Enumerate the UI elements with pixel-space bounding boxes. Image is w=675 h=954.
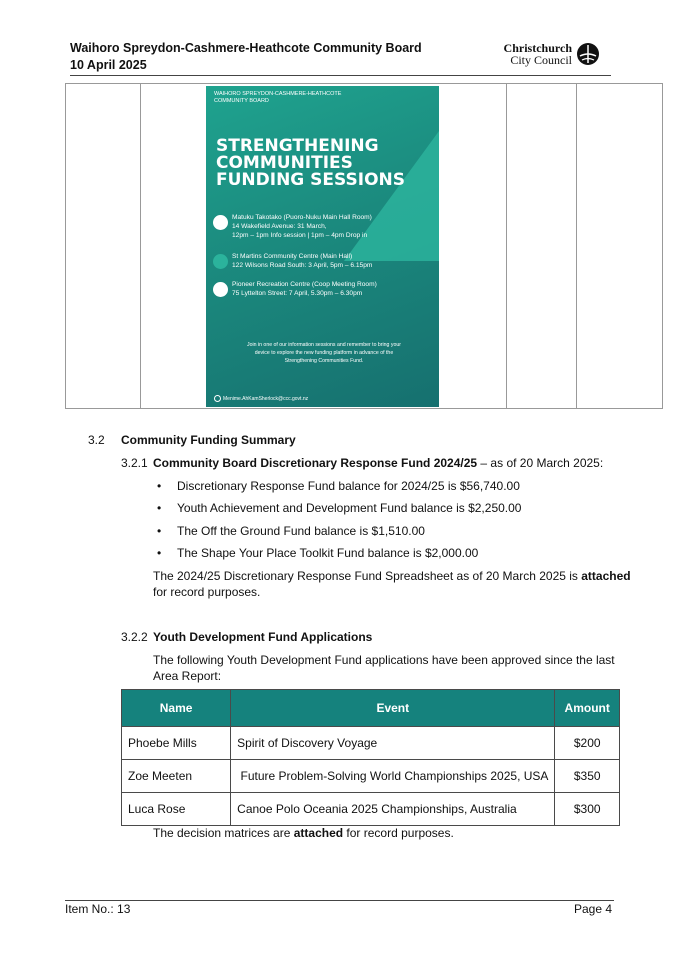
council-emblem-icon xyxy=(576,42,600,66)
column-header-event: Event xyxy=(231,690,555,727)
session-bullet-icon xyxy=(213,254,228,269)
table-row xyxy=(122,727,620,760)
poster-email: Menime.AhKamSherlock@ccc.govt.nz xyxy=(214,395,308,403)
subsection-number: 3.2.1 xyxy=(121,456,148,470)
section-number: 3.2 xyxy=(88,433,105,447)
table-row xyxy=(122,793,620,826)
page-number: Page 4 xyxy=(574,902,613,916)
list-item: Youth Achievement and Development Fund balance is $2,250.00 xyxy=(177,501,522,515)
meeting-date: 10 April 2025 xyxy=(70,58,147,72)
poster-session-3: Pioneer Recreation Centre (Coop Meeting Room) 75 Lyttelton Street: 7 April, 5.30pm – 6.30pm xyxy=(232,281,377,297)
list-item: The Off the Ground Fund balance is $1,510.00 xyxy=(177,524,425,538)
cell-event: Future Problem-Solving World Championships 2025, USA xyxy=(231,760,555,793)
logo-text-line1: Christchurch xyxy=(503,41,572,55)
document-header xyxy=(70,40,422,74)
table-divider xyxy=(140,84,141,408)
item-number: Item No.: 13 xyxy=(65,902,131,916)
session-bullet-icon xyxy=(213,215,228,230)
cell-amount: $200 xyxy=(555,727,620,760)
subsection-heading: Youth Development Fund Applications xyxy=(153,630,373,644)
logo-text-line2: City Council xyxy=(510,53,572,67)
youth-fund-table xyxy=(121,689,620,826)
poster-session-2: St Martins Community Centre (Main Hall) 122 Wilsons Road South: 3 April, 5pm – 6.15pm xyxy=(232,253,373,269)
column-header-name: Name xyxy=(122,690,231,727)
table-divider xyxy=(506,84,507,408)
cell-name: Luca Rose xyxy=(122,793,231,826)
cell-name: Phoebe Mills xyxy=(122,727,231,760)
funding-sessions-poster xyxy=(206,86,439,407)
email-icon xyxy=(214,395,221,402)
intro-paragraph: The following Youth Development Fund applications have been approved since the last Area Report: xyxy=(153,653,615,683)
board-name: Waihoro Spreydon-Cashmere-Heathcote Community Board xyxy=(70,41,422,55)
cell-amount: $350 xyxy=(555,760,620,793)
bullet-icon: • xyxy=(157,501,162,515)
header-rule xyxy=(70,75,611,76)
table-row xyxy=(122,760,620,793)
poster-title: STRENGTHENING COMMUNITIES FUNDING SESSIONS xyxy=(216,136,406,190)
section-title: Community Funding Summary xyxy=(121,433,296,447)
table-divider xyxy=(576,84,577,408)
bullet-icon: • xyxy=(157,479,162,493)
list-item: Discretionary Response Fund balance for 2024/25 is $56,740.00 xyxy=(177,479,520,493)
closing-paragraph: The decision matrices are attached for record purposes. xyxy=(153,826,454,840)
poster-session-1: Matuku Takotako (Puoro-Nuku Main Hall Room) 14 Wakefield Avenue: 31 March, 12pm – 1pm Info session | 1pm – 4pm Drop in xyxy=(232,214,372,239)
subsection-heading: Community Board Discretionary Response Fund 2024/25 – as of 20 March 2025: xyxy=(153,456,604,470)
bullet-icon: • xyxy=(157,524,162,538)
paragraph-attached-note: The 2024/25 Discretionary Response Fund Spreadsheet as of 20 March 2025 is attached xyxy=(153,569,631,583)
poster-org: WAIHORO SPREYDON-CASHMERE-HEATHCOTE COMMUNITY BOARD xyxy=(214,91,342,104)
list-item: The Shape Your Place Toolkit Fund balance is $2,000.00 xyxy=(177,546,479,560)
cell-name: Zoe Meeten xyxy=(122,760,231,793)
cell-amount: $300 xyxy=(555,793,620,826)
session-bullet-icon xyxy=(213,282,228,297)
cell-event: Spirit of Discovery Voyage xyxy=(231,727,555,760)
bullet-icon: • xyxy=(157,546,162,560)
footer-rule xyxy=(65,900,614,901)
paragraph-attached-note-cont: for record purposes. xyxy=(153,585,261,599)
column-header-amount: Amount xyxy=(555,690,620,727)
subsection-number: 3.2.2 xyxy=(121,630,148,644)
cell-event: Canoe Polo Oceania 2025 Championships, Australia xyxy=(231,793,555,826)
table-header-row xyxy=(122,690,620,727)
council-logo xyxy=(498,42,602,68)
poster-footer-note: Join in one of our information sessions and remember to bring your device to explore the new funding platform in advance of the Strengthening Communities Fund. xyxy=(247,342,401,364)
